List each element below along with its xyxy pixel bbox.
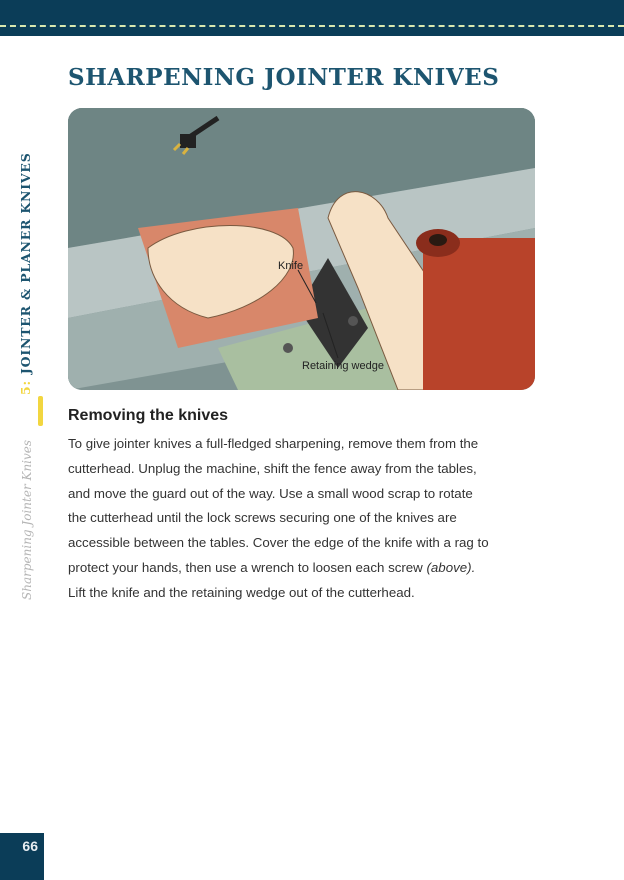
label-knife: Knife — [278, 260, 304, 272]
body-line: accessible between the tables. Cover the edge of the knife with a rag to — [68, 535, 489, 551]
body-line: cutterhead. Unplug the machine, shift the fence away from the tables, — [68, 460, 477, 476]
body-line: Lift the knife and the retaining wedge out of the cutterhead. — [68, 584, 415, 600]
section-running-title: Sharpening Jointer Knives — [20, 439, 34, 600]
chapter-label — [18, 152, 33, 395]
page-title: SHARPENING JOINTER KNIVES — [68, 64, 500, 91]
illustration-removing-knives — [68, 108, 535, 390]
label-retaining-wedge: Retaining wedge — [302, 360, 384, 372]
body-line: and move the guard out of the way. Use a small wood scrap to rotate — [68, 485, 473, 501]
page-number-box — [0, 833, 44, 880]
chapter-title: JOINTER & PLANER KNIVES — [18, 152, 33, 375]
dashed-rule — [0, 25, 624, 27]
chapter-number: 5: — [18, 380, 33, 395]
body-line: the cutterhead until the lock screws securing one of the knives are — [68, 510, 457, 526]
chapter-marker — [38, 396, 43, 426]
figure-reference: (above). — [426, 559, 476, 575]
header-bar — [0, 0, 624, 36]
body-line-text: protect your hands, then use a wrench to loosen each screw — [68, 559, 427, 575]
page-number: 66 — [22, 838, 38, 854]
section-body — [68, 432, 538, 606]
body-line: To give jointer knives a full-fledged sharpening, remove them from the — [68, 436, 479, 451]
section-heading: Removing the knives — [68, 407, 229, 424]
jointer-illustration — [68, 108, 535, 390]
body-line — [68, 556, 538, 581]
